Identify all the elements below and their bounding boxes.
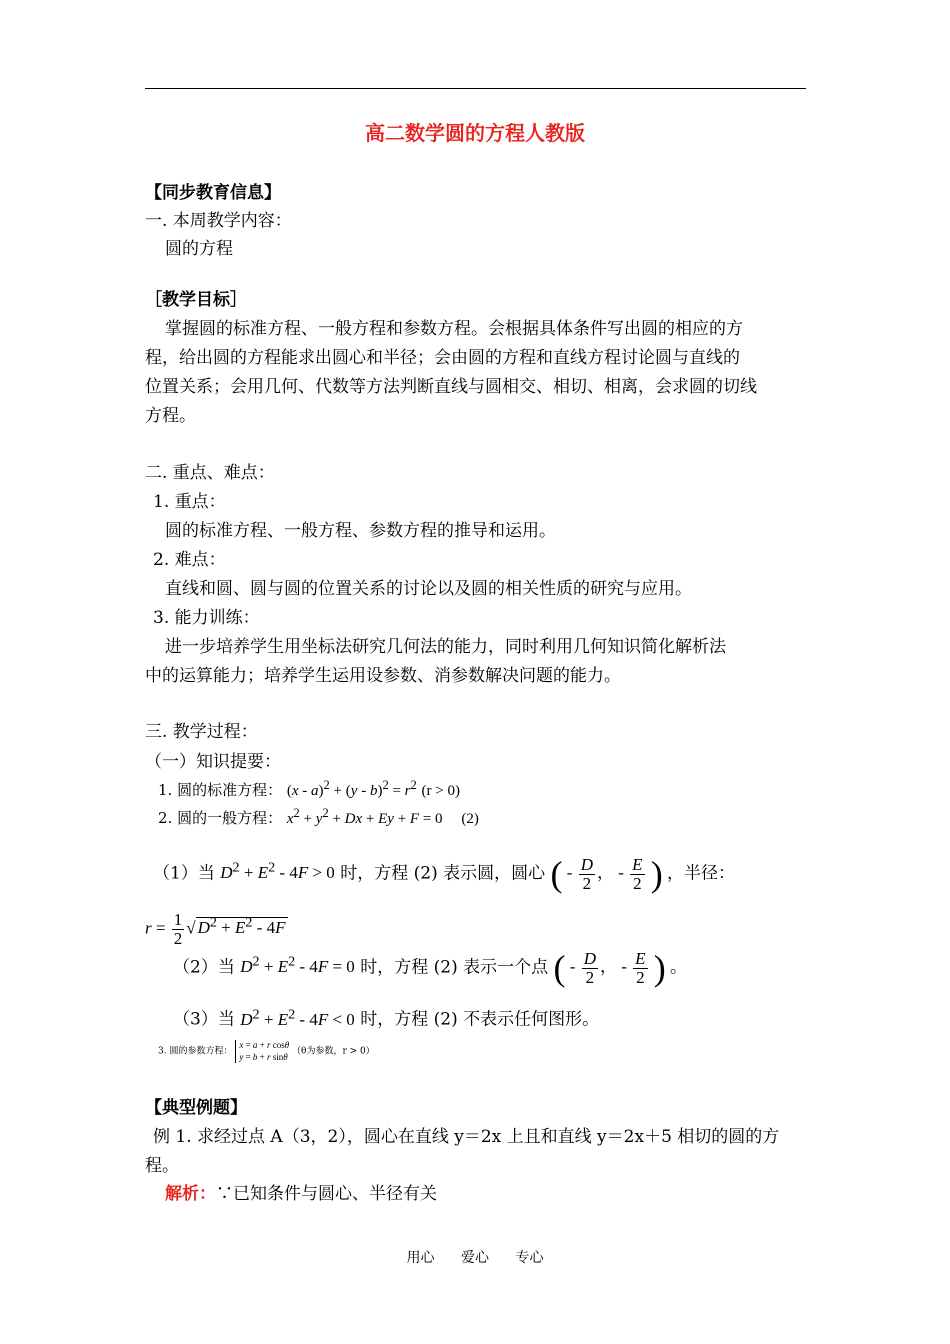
key3-line: 进一步培养学生用坐标法研究几何法的能力，同时利用几何知识简化解析法 bbox=[165, 637, 726, 657]
analysis-label: 解析： bbox=[165, 1184, 216, 1204]
analysis-text: ∵已知条件与圆心、半径有关 bbox=[216, 1184, 437, 1204]
knowledge-heading: （一）知识提要： bbox=[145, 752, 281, 772]
case2-condition: $D^2 + E^2 - 4F = 0$ bbox=[240, 953, 355, 977]
goal-line: 掌握圆的标准方程、一般方程和参数方程。会根据具体条件写出圆的相应的方 bbox=[165, 319, 743, 339]
case-2 bbox=[173, 950, 687, 987]
analysis bbox=[165, 1184, 437, 1204]
example1-line: 例 1. 求经过点 A（3，2），圆心在直线 y＝2x 上且和直线 y＝2x＋5 相切的圆的方 bbox=[153, 1127, 780, 1147]
parametric-note: （θ为参数，r > 0） bbox=[292, 1046, 375, 1057]
goal-line: 程，给出圆的方程能求出圆心和半径；会由圆的方程和直线方程讨论圆与直线的 bbox=[145, 348, 740, 368]
case-3 bbox=[173, 1006, 599, 1030]
parametric-equation bbox=[158, 1040, 375, 1063]
case1-center: ( - $\frac{D}{2}$ ， - $\frac{E}{2}$ ) bbox=[550, 854, 663, 895]
standard-equation bbox=[158, 778, 460, 800]
case2-suffix: 。 bbox=[670, 957, 688, 978]
general-equation-label: 2. 圆的一般方程： bbox=[158, 809, 283, 827]
case2-prefix: （2）当 bbox=[173, 957, 235, 978]
key3-label: 3. 能力训练： bbox=[153, 608, 260, 628]
radius-formula: r = $\frac{1}{2}$ √ $D^2 + E^2 - 4F$ bbox=[145, 910, 286, 948]
section-info-heading: 【同步教育信息】 bbox=[145, 183, 281, 203]
goal-heading: ［教学目标］ bbox=[145, 290, 247, 310]
goal-line: 位置关系；会用几何、代数等方法判断直线与圆相交、相切、相离，会求圆的切线 bbox=[145, 377, 757, 397]
general-equation-tag: (2) bbox=[461, 811, 479, 827]
example1-line: 程。 bbox=[145, 1156, 179, 1176]
case1-prefix: （1）当 bbox=[153, 863, 215, 884]
case1-text: 时，方程 (2) 表示圆，圆心 bbox=[340, 863, 546, 884]
process-heading: 三. 教学过程： bbox=[145, 722, 258, 742]
key-heading: 二. 重点、难点： bbox=[145, 463, 275, 483]
case2-text: 时，方程 (2) 表示一个点 bbox=[360, 957, 549, 978]
key1-label: 1. 重点： bbox=[153, 492, 226, 512]
parametric-system: x = a + r cosθ y = b + r sinθ bbox=[235, 1040, 289, 1063]
case2-point: ( - $\frac{D}{2}$ ， - $\frac{E}{2}$ ) bbox=[553, 948, 666, 989]
standard-equation-label: 1. 圆的标准方程： bbox=[158, 781, 283, 799]
content-heading: 一. 本周教学内容： bbox=[145, 211, 292, 231]
key2-label: 2. 难点： bbox=[153, 550, 226, 570]
standard-equation-formula: $(x - a)^2 + (y - b)^2 = r^2$ bbox=[286, 778, 417, 799]
case3-text: 时，方程 (2) 不表示任何图形。 bbox=[360, 1009, 600, 1030]
case1-condition: $D^2 + E^2 - 4F > 0$ bbox=[220, 859, 335, 883]
goal-line: 方程。 bbox=[145, 406, 196, 426]
key2-body: 直线和圆、圆与圆的位置关系的讨论以及圆的相关性质的研究与应用。 bbox=[165, 579, 692, 599]
key3-line: 中的运算能力；培养学生运用设参数、消参数解决问题的能力。 bbox=[145, 666, 621, 686]
general-equation-formula: $x^2 + y^2 + Dx + Ey + F = 0$ bbox=[286, 806, 443, 827]
page-footer: 用心 爱心 专心 bbox=[406, 1250, 544, 1266]
general-equation bbox=[158, 806, 479, 828]
case3-condition: $D^2 + E^2 - 4F < 0$ bbox=[240, 1006, 355, 1029]
key1-body: 圆的标准方程、一般方程、参数方程的推导和运用。 bbox=[165, 521, 556, 541]
case3-prefix: （3）当 bbox=[173, 1009, 235, 1030]
example-heading: 【典型例题】 bbox=[145, 1098, 247, 1118]
page-title: 高二数学圆的方程人教版 bbox=[365, 121, 585, 145]
case-1 bbox=[153, 856, 735, 893]
standard-equation-condition: (r > 0) bbox=[421, 783, 460, 799]
case1-suffix: ，半径： bbox=[667, 863, 736, 884]
parametric-label: 3. 圆的参数方程： bbox=[158, 1046, 233, 1057]
content-body: 圆的方程 bbox=[165, 239, 233, 259]
header-rule bbox=[145, 88, 806, 89]
